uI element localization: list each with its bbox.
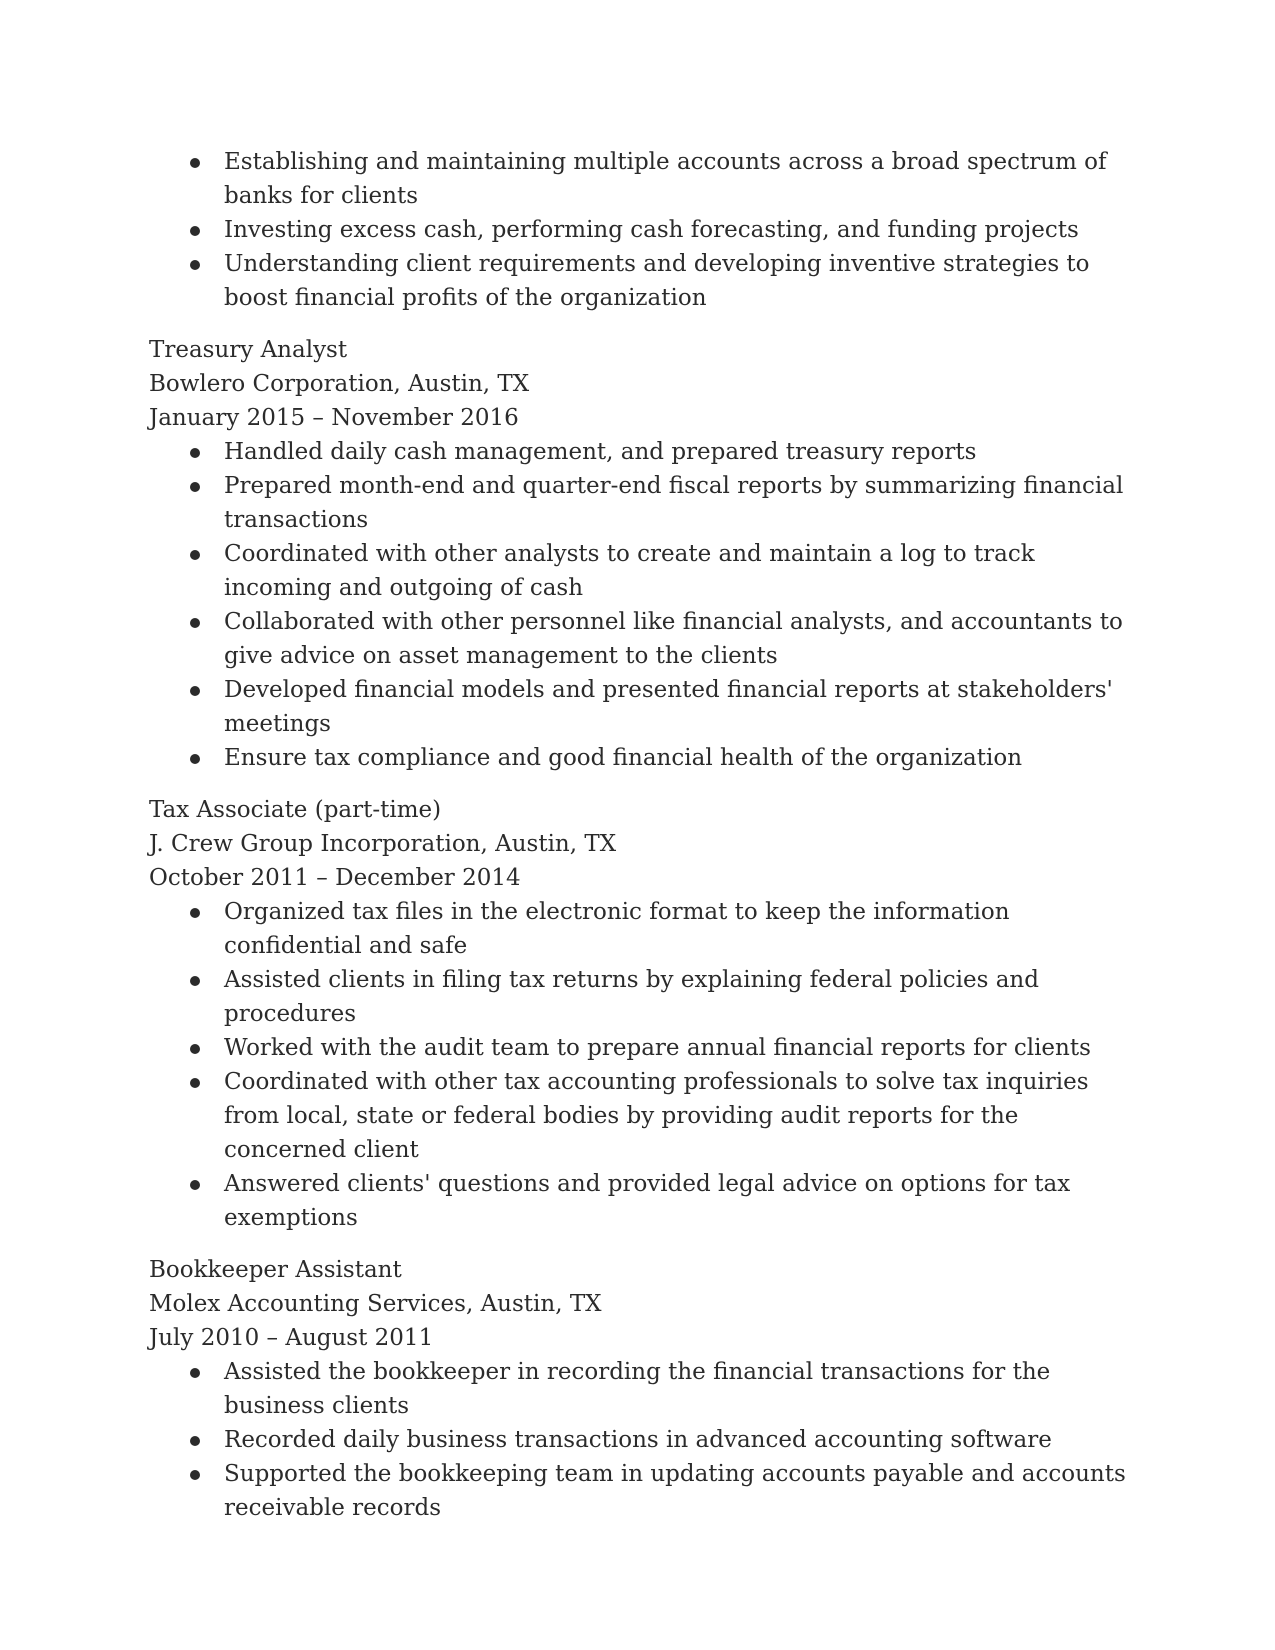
- bullet-dot-icon: [190, 618, 200, 628]
- bullet-item: Supported the bookkeeping team in updating accounts payable and accounts receivable records: [149, 1457, 1129, 1525]
- bullet-item: Coordinated with other tax accounting professionals to solve tax inquiries from local, state or federal bodies by providing audit reports for the concerned client: [149, 1065, 1129, 1167]
- bullet-item: Prepared month-end and quarter-end fiscal reports by summarizing financial transactions: [149, 469, 1129, 537]
- bullet-item: Coordinated with other analysts to create and maintain a log to track incoming and outgoing of cash: [149, 537, 1129, 605]
- bullet-dot-icon: [190, 1180, 200, 1190]
- job-section-tax-associate: [149, 793, 1129, 1235]
- bullet-dot-icon: [190, 226, 200, 236]
- bullet-dot-icon: [190, 448, 200, 458]
- resume-content: [149, 145, 1129, 1525]
- bullet-dot-icon: [190, 550, 200, 560]
- bullet-dot-icon: [190, 686, 200, 696]
- job-dates: January 2015 – November 2016: [149, 405, 519, 431]
- job-bullets: [149, 145, 1129, 315]
- job-company: Molex Accounting Services, Austin, TX: [149, 1291, 602, 1317]
- bullet-item: Worked with the audit team to prepare annual financial reports for clients: [149, 1031, 1129, 1065]
- job-dates: October 2011 – December 2014: [149, 865, 521, 891]
- job-section-continued: [149, 145, 1129, 315]
- bullet-dot-icon: [190, 754, 200, 764]
- job-bullets: [149, 1355, 1129, 1525]
- bullet-item: Organized tax files in the electronic format to keep the information confidential and safe: [149, 895, 1129, 963]
- bullet-item: Investing excess cash, performing cash forecasting, and funding projects: [149, 213, 1129, 247]
- bullet-item: Developed financial models and presented financial reports at stakeholders' meetings: [149, 673, 1129, 741]
- bullet-dot-icon: [190, 1436, 200, 1446]
- job-title: Bookkeeper Assistant: [149, 1257, 402, 1283]
- bullet-dot-icon: [190, 1044, 200, 1054]
- bullet-item: Assisted clients in filing tax returns by explaining federal policies and procedures: [149, 963, 1129, 1031]
- bullet-item: Handled daily cash management, and prepared treasury reports: [149, 435, 1129, 469]
- job-section-treasury-analyst: [149, 333, 1129, 775]
- job-dates: July 2010 – August 2011: [149, 1325, 434, 1351]
- job-bullets: [149, 895, 1129, 1235]
- bullet-item: Answered clients' questions and provided legal advice on options for tax exemptions: [149, 1167, 1129, 1235]
- bullet-dot-icon: [190, 908, 200, 918]
- bullet-dot-icon: [190, 1470, 200, 1480]
- job-bullets: [149, 435, 1129, 775]
- job-section-bookkeeper-assistant: [149, 1253, 1129, 1525]
- bullet-dot-icon: [190, 1078, 200, 1088]
- bullet-dot-icon: [190, 1368, 200, 1378]
- bullet-item: Collaborated with other personnel like financial analysts, and accountants to give advice on asset management to the clients: [149, 605, 1129, 673]
- job-title: Treasury Analyst: [149, 337, 348, 363]
- bullet-item: Recorded daily business transactions in advanced accounting software: [149, 1423, 1129, 1457]
- job-company: Bowlero Corporation, Austin, TX: [149, 371, 530, 397]
- bullet-dot-icon: [190, 260, 200, 270]
- bullet-dot-icon: [190, 158, 200, 168]
- bullet-item: Assisted the bookkeeper in recording the financial transactions for the business clients: [149, 1355, 1129, 1423]
- job-company: J. Crew Group Incorporation, Austin, TX: [149, 831, 617, 857]
- bullet-dot-icon: [190, 976, 200, 986]
- bullet-item: Establishing and maintaining multiple accounts across a broad spectrum of banks for clients: [149, 145, 1129, 213]
- bullet-item: Understanding client requirements and developing inventive strategies to boost financial profits of the organization: [149, 247, 1129, 315]
- bullet-dot-icon: [190, 482, 200, 492]
- job-title: Tax Associate (part-time): [149, 797, 442, 823]
- bullet-item: Ensure tax compliance and good financial health of the organization: [149, 741, 1129, 775]
